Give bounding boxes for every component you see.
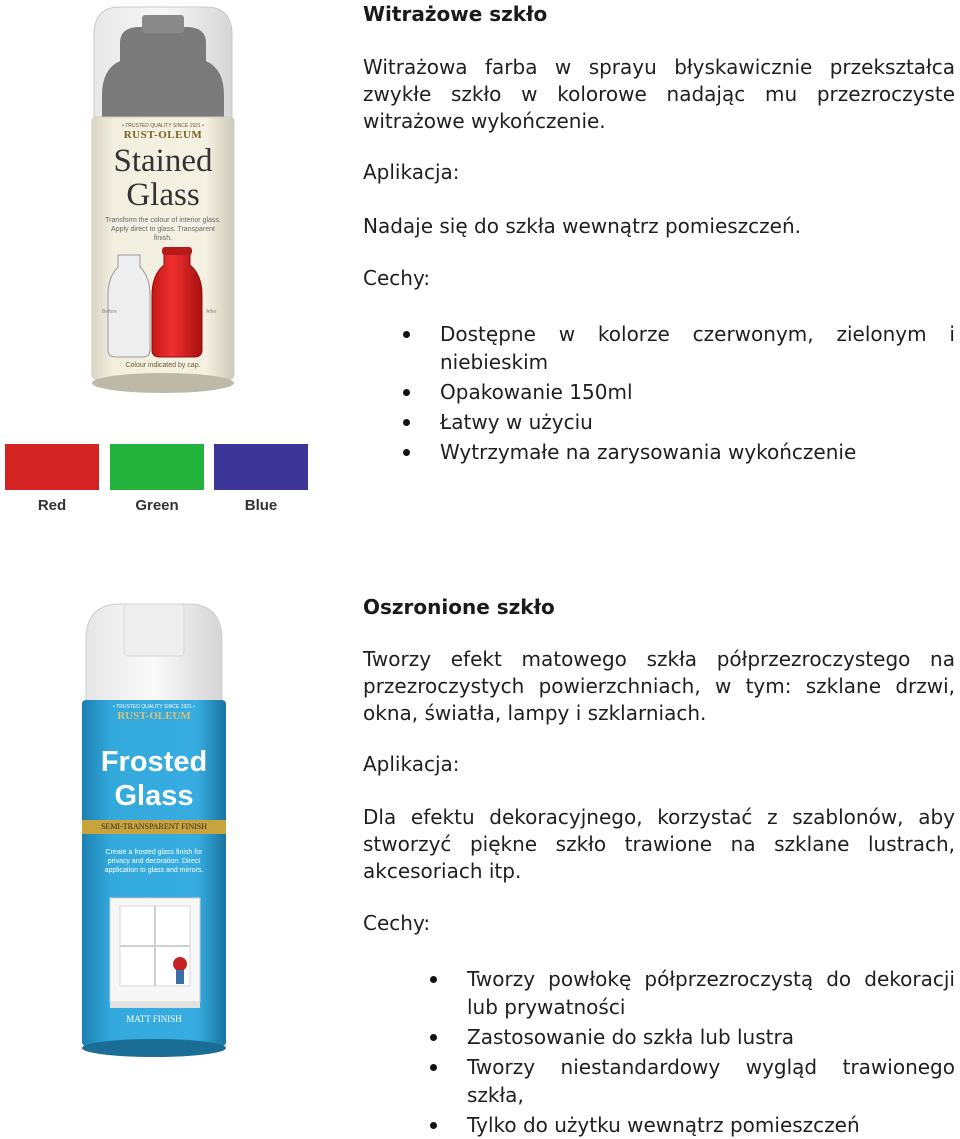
list-item: Zastosowanie do szkła lub lustra (430, 1023, 955, 1051)
frosted-brand: RUST-OLEUM (117, 710, 191, 722)
swatch-red (5, 444, 99, 490)
section1-application-label: Aplikacja: (363, 160, 460, 184)
swatch-label-blue: Blue (244, 497, 278, 514)
frosted-footer: MATT FINISH (126, 1014, 182, 1024)
section2-title: Oszronione szkło (363, 595, 555, 619)
can-blurb: Transform the colour of interior glass. Apply direct to glass. Transparent finish. (105, 217, 221, 242)
list-item: Tworzy niestandardowy wygląd trawionego szkła, (430, 1053, 955, 1109)
frosted-brand-top: • TRUSTED QUALITY SINCE 1921 • (113, 704, 195, 710)
swatch-label-red: Red (37, 497, 67, 514)
section1-features-list (403, 320, 955, 466)
section2-application-label: Aplikacja: (363, 752, 460, 776)
frosted-glass-can-image (76, 600, 232, 1062)
can-brand: RUST-OLEUM (123, 129, 203, 141)
can-brand-top: • TRUSTED QUALITY SINCE 1921 • (122, 123, 204, 129)
can-after-label: After (206, 309, 217, 315)
list-item: Opakowanie 150ml (403, 378, 955, 406)
can-product-name-2: Glass (126, 177, 200, 213)
swatch-blue (214, 444, 308, 490)
section2-features-label: Cechy: (363, 911, 431, 935)
section1-title: Witrażowe szkło (363, 2, 548, 26)
can-product-name-1: Stained (113, 143, 213, 179)
can-footer: Colour indicated by cap. (125, 362, 201, 369)
list-item: Tworzy powłokę półprzezroczystą do dekoracji lub prywatności (430, 965, 955, 1021)
list-item: Dostępne w kolorze czerwonym, zielonym i niebieskim (403, 320, 955, 376)
list-item: Tylko do użytku wewnątrz pomieszczeń (430, 1111, 955, 1139)
stained-glass-can-image (80, 5, 245, 397)
section1-description: Witrażowa farba w sprayu błyskawicznie przekształca zwykłe szkło w kolorowe nadając mu przezroczyste witrażowe wykończenie. (363, 55, 955, 133)
frosted-glass-spray-can-icon (76, 600, 232, 1062)
section1-application-text: Nadaje się do szkła wewnątrz pomieszczeń. (363, 214, 802, 238)
section1-features-label: Cechy: (363, 266, 431, 290)
frosted-product-name-1: Frosted (100, 746, 208, 778)
can-before-label: Before (102, 309, 117, 315)
list-item: Wytrzymałe na zarysowania wykończenie (403, 438, 955, 466)
frosted-band-text: SEMI-TRANSPARENT FINISH (100, 822, 208, 831)
section2-description: Tworzy efekt matowego szkła półprzezroczystego na przezroczystych powierzchniach, w tym: szklane drzwi, okna, światła, lampy i szklarniach. (363, 647, 955, 725)
swatch-label-green: Green (135, 497, 179, 514)
list-item: Łatwy w użyciu (403, 408, 955, 436)
frosted-product-name-2: Glass (114, 780, 194, 812)
swatch-green (110, 444, 204, 490)
section2-application-text: Dla efektu dekoracyjnego, korzystać z szablonów, aby stworzyć piękne szkło trawione na szklane lustrach, akcesoriach itp. (363, 805, 955, 883)
section2-features-list (430, 965, 955, 1139)
frosted-blurb: Create a frosted glass finish for privacy and decoration. Direct application to glass and mirrors. (104, 849, 204, 874)
